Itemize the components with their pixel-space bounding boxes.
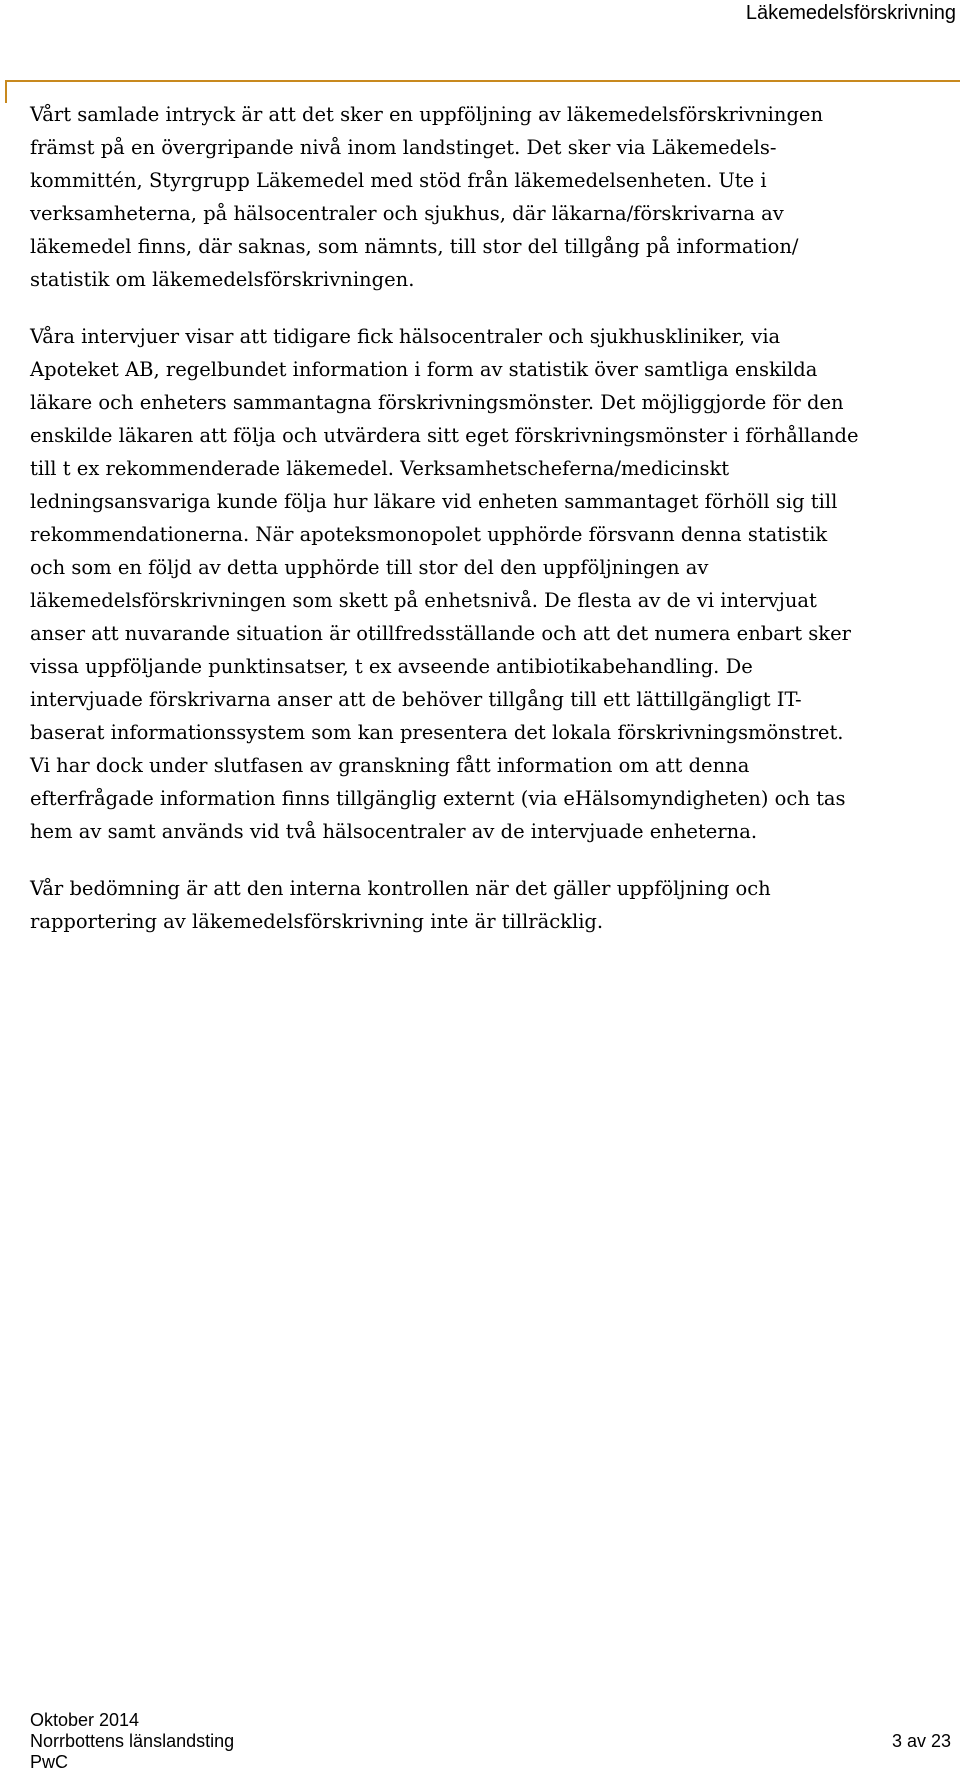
running-header-title: Läkemedelsförskrivning <box>745 2 956 24</box>
text-line: intervjuade förskrivarna anser att de behöver tillgång till ett lättillgängligt IT- <box>30 688 802 711</box>
text-line: läkemedel finns, där saknas, som nämnts, till stor del tillgång på information/ <box>30 235 799 258</box>
text-line: och som en följd av detta upphörde till stor del den uppföljningen av <box>30 556 709 579</box>
footer-date: Oktober 2014 <box>30 1710 140 1730</box>
text-line: enskilde läkaren att följa och utvärdera sitt eget förskrivningsmönster i förhållande <box>30 424 859 447</box>
text-line: hem av samt används vid två hälsocentraler av de intervjuade enheterna. <box>30 820 758 843</box>
page-number: 3 av 23 <box>891 1731 951 1751</box>
footer-organization: Norrbottens länslandsting <box>30 1731 235 1751</box>
text-line: till t ex rekommenderade läkemedel. Verksamhetscheferna/medicinskt <box>30 457 730 480</box>
text-line: Apoteket AB, regelbundet information i form av statistik över samtliga enskilda <box>30 358 818 381</box>
text-line: baserat informationssystem som kan presentera det lokala förskrivningsmönstret. <box>30 721 844 744</box>
text-line: rekommendationerna. När apoteksmonopolet upphörde försvann denna statistik <box>30 523 828 546</box>
text-line: statistik om läkemedelsförskrivningen. <box>30 268 415 291</box>
text-line: kommittén, Styrgrupp Läkemedel med stöd från läkemedelsenheten. Ute i <box>30 169 767 192</box>
text-line: Vår bedömning är att den interna kontrollen när det gäller uppföljning och <box>30 877 771 900</box>
text-line: verksamheterna, på hälsocentraler och sjukhus, där läkarna/förskrivarna av <box>30 202 784 225</box>
text-line: läkemedelsförskrivningen som skett på enhetsnivå. De flesta av de vi intervjuat <box>30 589 817 612</box>
body-text <box>30 98 950 962</box>
text-line: vissa uppföljande punktinsatser, t ex avseende antibiotikabehandling. De <box>30 655 753 678</box>
text-line: rapportering av läkemedelsförskrivning inte är tillräcklig. <box>30 910 604 933</box>
text-line: främst på en övergripande nivå inom landstinget. Det sker via Läkemedels- <box>30 136 777 159</box>
page-footer <box>30 1710 952 1773</box>
paragraph-interviews <box>30 320 950 848</box>
footer-company: PwC <box>30 1752 69 1772</box>
text-line: Vi har dock under slutfasen av granskning fått information om att denna <box>30 754 750 777</box>
paragraph-assessment <box>30 872 950 938</box>
text-line: läkare och enheters sammantagna förskrivningsmönster. Det möjliggjorde för den <box>30 391 844 414</box>
text-line: Vårt samlade intryck är att det sker en uppföljning av läkemedelsförskrivningen <box>30 103 824 126</box>
text-line: Våra intervjuer visar att tidigare fick hälsocentraler och sjukhuskliniker, via <box>30 325 781 348</box>
text-line: efterfrågade information finns tillgänglig externt (via eHälsomyndigheten) och tas <box>30 787 846 810</box>
paragraph-summary <box>30 98 950 296</box>
text-line: ledningsansvariga kunde följa hur läkare vid enheten sammantaget förhöll sig till <box>30 490 838 513</box>
text-line: anser att nuvarande situation är otillfredsställande och att det numera enbart sker <box>30 622 851 645</box>
